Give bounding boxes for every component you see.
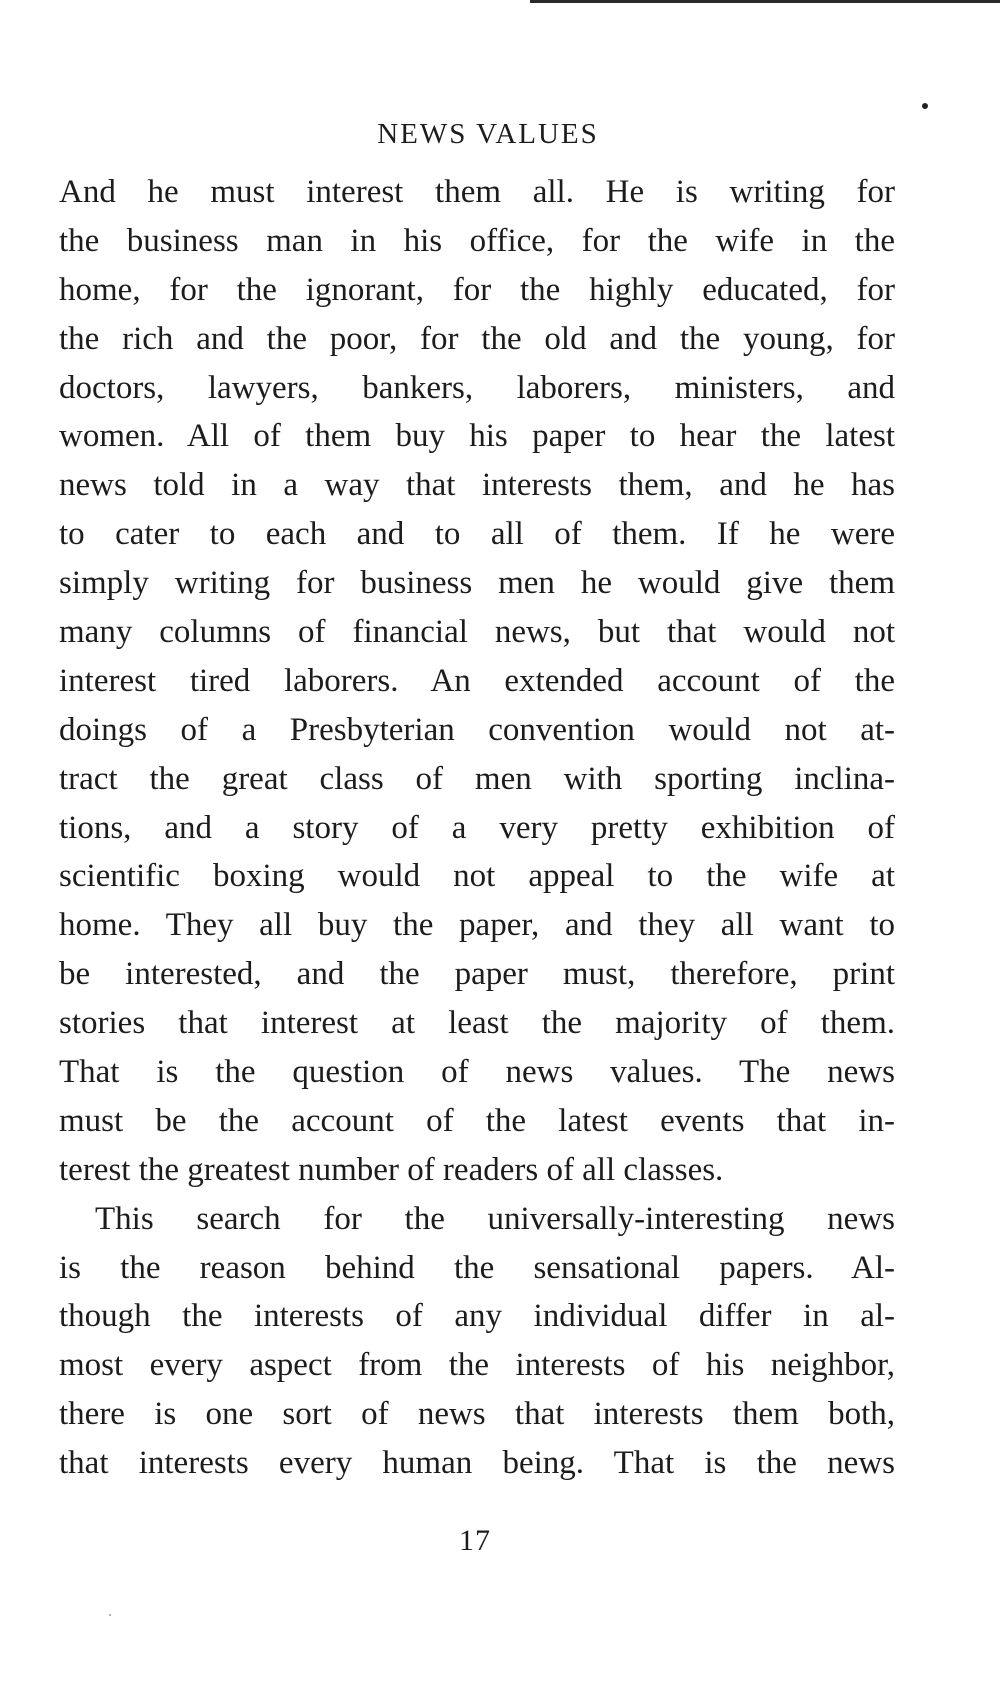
text-line: terest the greatest number of readers of all classes.	[59, 1151, 724, 1188]
text-line: news told in a way that interests them, and he has	[59, 467, 895, 504]
page-number	[0, 1524, 1000, 1558]
text-line: the business man in his office, for the wife in the	[59, 222, 895, 259]
text-line: home. They all buy the paper, and they all want to	[59, 907, 895, 944]
text-line: the rich and the poor, for the old and the young, for	[59, 320, 895, 357]
page-number-text: 17	[459, 1524, 491, 1557]
paragraph-1	[59, 168, 895, 1195]
text-line: is the reason behind the sensational papers. Al-	[59, 1249, 895, 1286]
text-line: That is the question of news values. The news	[59, 1054, 895, 1091]
text-line: tract the great class of men with sporting inclina-	[59, 760, 895, 797]
text-line: though the interests of any individual differ in al-	[59, 1298, 895, 1335]
text-line: home, for the ignorant, for the highly educated, for	[59, 271, 895, 308]
text-line: doings of a Presbyterian convention would not at-	[59, 711, 895, 748]
margin-speck	[109, 1614, 111, 1616]
paragraph-2	[59, 1195, 895, 1488]
text-line: that interests every human being. That is the news	[59, 1445, 895, 1482]
text-line: many columns of financial news, but that would not	[59, 614, 895, 651]
text-line: interest tired laborers. An extended account of the	[59, 662, 895, 699]
text-line: must be the account of the latest events that in-	[59, 1102, 895, 1139]
text-line: simply writing for business men he would give them	[59, 565, 895, 602]
text-line: be interested, and the paper must, therefore, print	[59, 956, 895, 993]
text-line: stories that interest at least the majority of them.	[59, 1005, 895, 1042]
text-line: to cater to each and to all of them. If he were	[59, 516, 895, 553]
running-head: NEWS VALUES	[377, 118, 599, 150]
text-line: And he must interest them all. He is writing for	[59, 174, 895, 210]
text-line: This search for the universally-interesting news	[95, 1200, 895, 1237]
margin-speck	[922, 103, 928, 109]
top-edge-rule	[530, 0, 1000, 3]
text-line: women. All of them buy his paper to hear the latest	[59, 418, 895, 455]
text-line: there is one sort of news that interests them both,	[59, 1396, 895, 1433]
text-line: doctors, lawyers, bankers, laborers, ministers, and	[59, 369, 895, 406]
text-line: scientific boxing would not appeal to the wife at	[59, 858, 895, 895]
book-page	[59, 112, 895, 1488]
text-line: tions, and a story of a very pretty exhibition of	[59, 809, 895, 846]
text-line: most every aspect from the interests of his neighbor,	[59, 1347, 895, 1384]
